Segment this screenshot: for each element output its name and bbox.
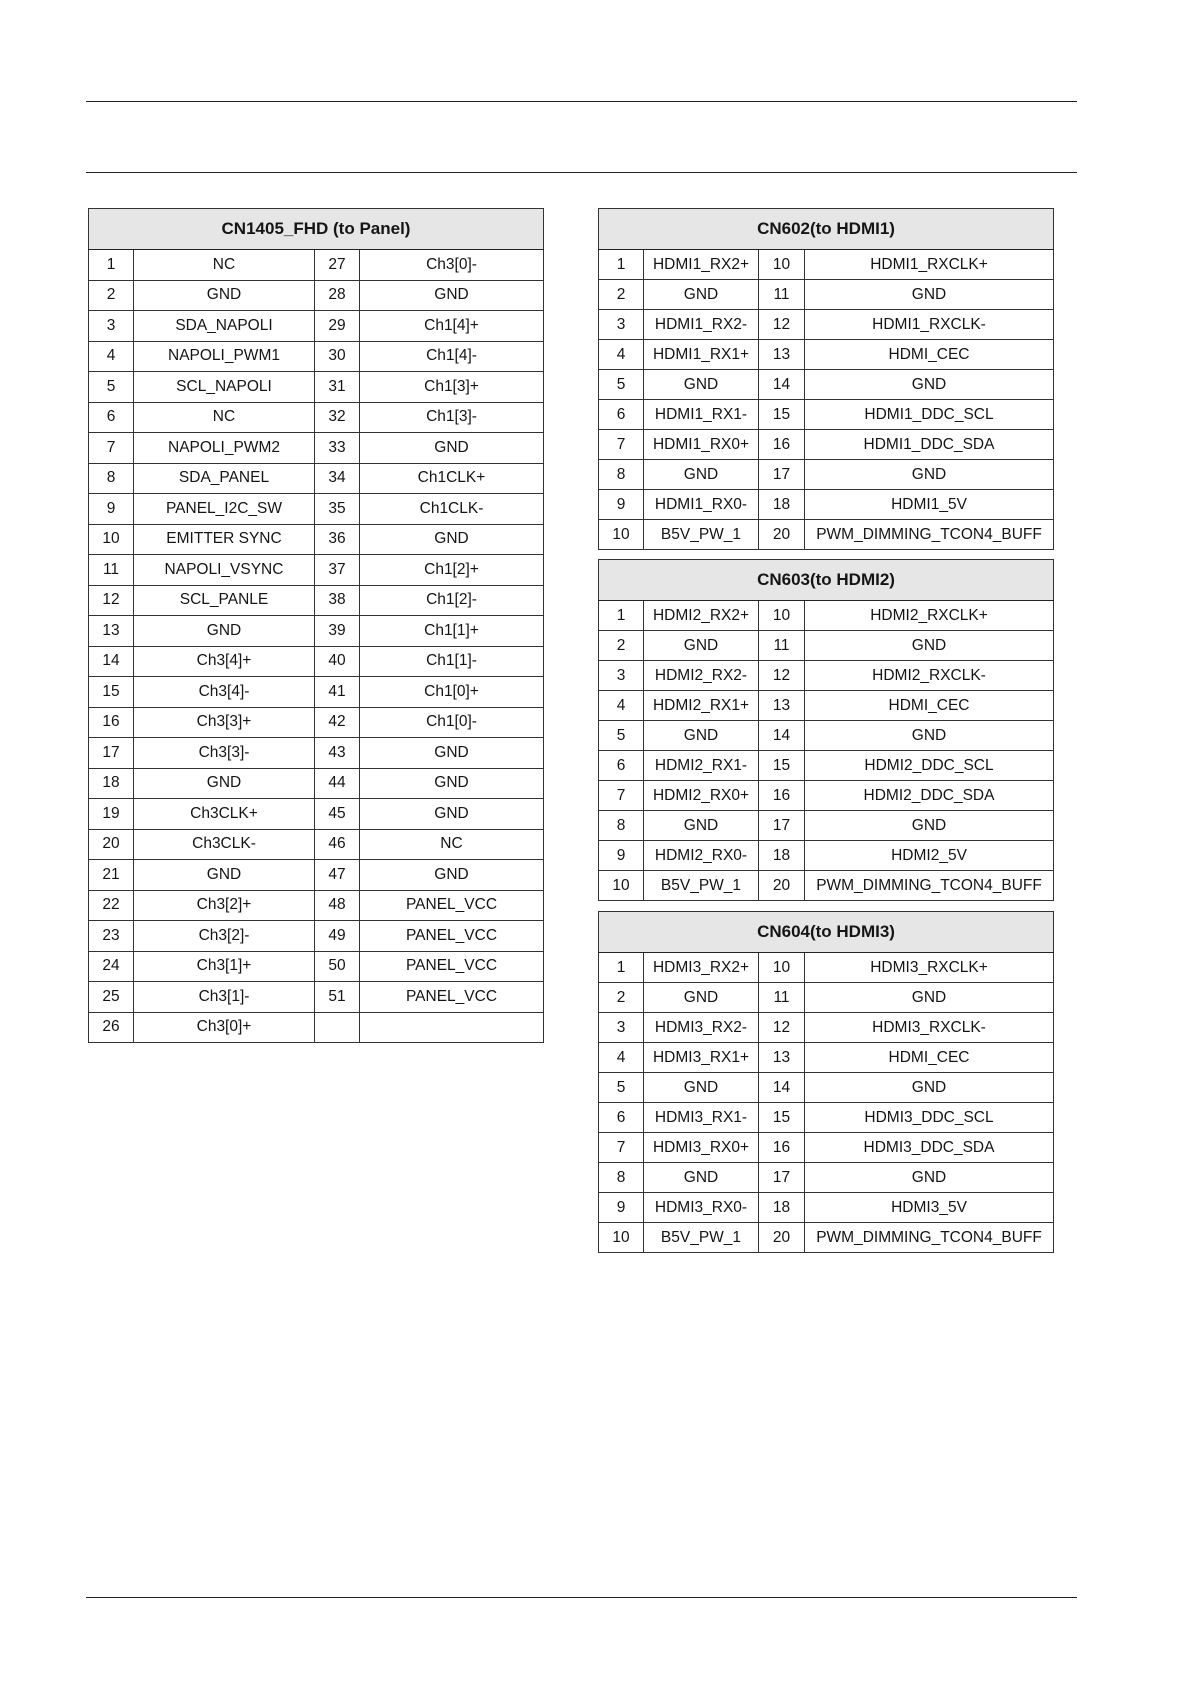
pin-number-cell: 41	[315, 677, 360, 708]
pin-number-cell: 17	[759, 811, 805, 841]
signal-name-cell: HDMI1_DDC_SCL	[805, 400, 1054, 430]
signal-name-cell: Ch3[1]+	[134, 951, 315, 982]
signal-name-cell: HDMI3_RX1+	[644, 1043, 759, 1073]
pin-number-cell: 12	[759, 310, 805, 340]
signal-name-cell: PANEL_VCC	[360, 921, 544, 952]
cn604-pin-table	[598, 911, 1054, 1253]
table-row	[89, 402, 544, 433]
signal-name-cell: Ch3[2]-	[134, 921, 315, 952]
pin-number-cell	[315, 1012, 360, 1043]
table-row	[89, 524, 544, 555]
pin-number-cell: 2	[599, 280, 644, 310]
table-row	[89, 646, 544, 677]
signal-name-cell: HDMI2_DDC_SCL	[805, 751, 1054, 781]
signal-name-cell: NC	[134, 250, 315, 281]
pin-number-cell: 7	[599, 430, 644, 460]
signal-name-cell: GND	[644, 280, 759, 310]
pin-number-cell: 20	[89, 829, 134, 860]
table-row	[599, 721, 1054, 751]
signal-name-cell: PWM_DIMMING_TCON4_BUFF	[805, 1223, 1054, 1253]
signal-name-cell: GND	[360, 524, 544, 555]
pin-number-cell: 20	[759, 871, 805, 901]
signal-name-cell: HDMI3_RX1-	[644, 1103, 759, 1133]
pin-number-cell: 9	[599, 1193, 644, 1223]
signal-name-cell: B5V_PW_1	[644, 520, 759, 550]
pin-number-cell: 31	[315, 372, 360, 403]
pin-number-cell: 3	[89, 311, 134, 342]
pin-number-cell: 5	[599, 370, 644, 400]
pin-number-cell: 5	[599, 1073, 644, 1103]
pin-number-cell: 4	[599, 340, 644, 370]
table-row	[599, 490, 1054, 520]
pin-number-cell: 5	[599, 721, 644, 751]
signal-name-cell: GND	[360, 280, 544, 311]
pin-number-cell: 10	[89, 524, 134, 555]
pin-number-cell: 14	[759, 1073, 805, 1103]
signal-name-cell: GND	[644, 460, 759, 490]
signal-name-cell: HDMI1_RXCLK-	[805, 310, 1054, 340]
signal-name-cell: HDMI2_RX1-	[644, 751, 759, 781]
signal-name-cell: Ch3CLK+	[134, 799, 315, 830]
table-row	[599, 1133, 1054, 1163]
table-row	[89, 1012, 544, 1043]
signal-name-cell: Ch1[3]+	[360, 372, 544, 403]
table-row	[599, 661, 1054, 691]
pin-number-cell: 8	[599, 460, 644, 490]
pin-number-cell: 22	[89, 890, 134, 921]
signal-name-cell: HDMI1_DDC_SDA	[805, 430, 1054, 460]
pin-number-cell: 12	[89, 585, 134, 616]
pin-number-cell: 13	[759, 1043, 805, 1073]
table-row	[599, 520, 1054, 550]
table-row	[89, 829, 544, 860]
table-row	[89, 311, 544, 342]
signal-name-cell: HDMI1_RXCLK+	[805, 250, 1054, 280]
pin-number-cell: 2	[599, 631, 644, 661]
pin-number-cell: 23	[89, 921, 134, 952]
signal-name-cell: SDA_PANEL	[134, 463, 315, 494]
pin-number-cell: 1	[599, 601, 644, 631]
table-row	[599, 871, 1054, 901]
pin-number-cell: 7	[89, 433, 134, 464]
table-row	[599, 460, 1054, 490]
signal-name-cell: HDMI1_RX1+	[644, 340, 759, 370]
pin-number-cell: 37	[315, 555, 360, 586]
table-row	[599, 310, 1054, 340]
pin-number-cell: 1	[599, 250, 644, 280]
table-row	[599, 1073, 1054, 1103]
pin-number-cell: 14	[759, 721, 805, 751]
pin-number-cell: 15	[759, 400, 805, 430]
table-row	[89, 707, 544, 738]
signal-name-cell: GND	[360, 860, 544, 891]
signal-name-cell: HDMI2_RX0+	[644, 781, 759, 811]
pin-number-cell: 38	[315, 585, 360, 616]
table-title: CN1405_FHD (to Panel)	[89, 209, 544, 250]
signal-name-cell: GND	[805, 1163, 1054, 1193]
signal-name-cell: Ch3[4]-	[134, 677, 315, 708]
table-row	[599, 280, 1054, 310]
table-row	[599, 340, 1054, 370]
signal-name-cell: B5V_PW_1	[644, 1223, 759, 1253]
table-row	[89, 677, 544, 708]
signal-name-cell: GND	[805, 721, 1054, 751]
signal-name-cell: GND	[805, 811, 1054, 841]
table-row	[599, 1103, 1054, 1133]
signal-name-cell: Ch1[2]+	[360, 555, 544, 586]
signal-name-cell: HDMI2_DDC_SDA	[805, 781, 1054, 811]
pin-number-cell: 1	[89, 250, 134, 281]
pin-number-cell: 7	[599, 781, 644, 811]
signal-name-cell: HDMI1_5V	[805, 490, 1054, 520]
signal-name-cell: GND	[134, 616, 315, 647]
pin-number-cell: 20	[759, 520, 805, 550]
table-row	[89, 372, 544, 403]
signal-name-cell: Ch1[3]-	[360, 402, 544, 433]
signal-name-cell: HDMI3_RX2-	[644, 1013, 759, 1043]
signal-name-cell: HDMI2_RX0-	[644, 841, 759, 871]
signal-name-cell: PANEL_VCC	[360, 982, 544, 1013]
table-row	[599, 841, 1054, 871]
pin-number-cell: 11	[759, 280, 805, 310]
signal-name-cell: GND	[805, 631, 1054, 661]
pin-number-cell: 25	[89, 982, 134, 1013]
pin-number-cell: 40	[315, 646, 360, 677]
pin-number-cell: 4	[599, 691, 644, 721]
pin-number-cell: 45	[315, 799, 360, 830]
pin-number-cell: 4	[89, 341, 134, 372]
signal-name-cell: HDMI3_DDC_SCL	[805, 1103, 1054, 1133]
pin-number-cell: 50	[315, 951, 360, 982]
signal-name-cell: GND	[134, 768, 315, 799]
table-row	[89, 341, 544, 372]
pin-number-cell: 13	[759, 340, 805, 370]
signal-name-cell: Ch1[2]-	[360, 585, 544, 616]
pin-number-cell: 6	[599, 1103, 644, 1133]
pin-number-cell: 2	[599, 983, 644, 1013]
pin-number-cell: 20	[759, 1223, 805, 1253]
pin-number-cell: 34	[315, 463, 360, 494]
signal-name-cell: HDMI1_RX0+	[644, 430, 759, 460]
signal-name-cell: HDMI_CEC	[805, 691, 1054, 721]
pin-number-cell: 15	[759, 1103, 805, 1133]
pin-number-cell: 10	[599, 1223, 644, 1253]
pin-number-cell: 46	[315, 829, 360, 860]
signal-name-cell: PWM_DIMMING_TCON4_BUFF	[805, 520, 1054, 550]
pin-number-cell: 14	[759, 370, 805, 400]
table-row	[599, 953, 1054, 983]
pin-number-cell: 43	[315, 738, 360, 769]
signal-name-cell: GND	[644, 983, 759, 1013]
table-row	[599, 1043, 1054, 1073]
pin-number-cell: 16	[89, 707, 134, 738]
table-row	[599, 1193, 1054, 1223]
signal-name-cell: GND	[644, 811, 759, 841]
table-row	[89, 494, 544, 525]
pin-number-cell: 36	[315, 524, 360, 555]
table-row	[599, 430, 1054, 460]
signal-name-cell: PANEL_I2C_SW	[134, 494, 315, 525]
table-row	[89, 890, 544, 921]
signal-name-cell: HDMI_CEC	[805, 1043, 1054, 1073]
signal-name-cell: GND	[360, 738, 544, 769]
signal-name-cell: PANEL_VCC	[360, 951, 544, 982]
pin-number-cell: 17	[759, 460, 805, 490]
pin-number-cell: 49	[315, 921, 360, 952]
pin-number-cell: 2	[89, 280, 134, 311]
pin-number-cell: 30	[315, 341, 360, 372]
pin-number-cell: 18	[89, 768, 134, 799]
signal-name-cell: GND	[134, 860, 315, 891]
pin-number-cell: 29	[315, 311, 360, 342]
pin-number-cell: 16	[759, 430, 805, 460]
signal-name-cell: GND	[805, 460, 1054, 490]
table-row	[89, 433, 544, 464]
pin-number-cell: 4	[599, 1043, 644, 1073]
signal-name-cell: B5V_PW_1	[644, 871, 759, 901]
table-title: CN603(to HDMI2)	[599, 560, 1054, 601]
signal-name-cell: HDMI3_RX0+	[644, 1133, 759, 1163]
signal-name-cell: GND	[644, 1163, 759, 1193]
signal-name-cell: HDMI3_5V	[805, 1193, 1054, 1223]
table-row	[599, 691, 1054, 721]
signal-name-cell: HDMI2_RX1+	[644, 691, 759, 721]
pin-number-cell: 35	[315, 494, 360, 525]
signal-name-cell: Ch3[1]-	[134, 982, 315, 1013]
pin-number-cell: 33	[315, 433, 360, 464]
pin-number-cell: 27	[315, 250, 360, 281]
pin-number-cell: 10	[759, 250, 805, 280]
pin-number-cell: 14	[89, 646, 134, 677]
table-row	[599, 250, 1054, 280]
footer-rule	[86, 1597, 1077, 1598]
signal-name-cell: HDMI2_RXCLK-	[805, 661, 1054, 691]
table-row	[89, 982, 544, 1013]
signal-name-cell: GND	[805, 1073, 1054, 1103]
signal-name-cell: SCL_NAPOLI	[134, 372, 315, 403]
signal-name-cell: GND	[360, 768, 544, 799]
table-row	[599, 751, 1054, 781]
cn602-pin-table	[598, 208, 1054, 550]
signal-name-cell: HDMI2_5V	[805, 841, 1054, 871]
pin-number-cell: 17	[89, 738, 134, 769]
pin-number-cell: 19	[89, 799, 134, 830]
table-row	[599, 400, 1054, 430]
pin-number-cell: 21	[89, 860, 134, 891]
signal-name-cell: NAPOLI_PWM2	[134, 433, 315, 464]
table-title: CN604(to HDMI3)	[599, 912, 1054, 953]
table-row	[89, 921, 544, 952]
pin-number-cell: 16	[759, 1133, 805, 1163]
cn603-pin-table	[598, 559, 1054, 901]
pin-number-cell: 15	[759, 751, 805, 781]
pin-number-cell: 3	[599, 661, 644, 691]
signal-name-cell: Ch1CLK-	[360, 494, 544, 525]
pin-number-cell: 9	[599, 841, 644, 871]
pin-number-cell: 6	[599, 400, 644, 430]
pin-number-cell: 15	[89, 677, 134, 708]
header-rule-top	[86, 101, 1077, 102]
pin-number-cell: 18	[759, 841, 805, 871]
table-row	[599, 811, 1054, 841]
signal-name-cell: GND	[360, 799, 544, 830]
pin-number-cell: 24	[89, 951, 134, 982]
pin-number-cell: 48	[315, 890, 360, 921]
signal-name-cell: GND	[644, 721, 759, 751]
pin-number-cell: 42	[315, 707, 360, 738]
signal-name-cell: HDMI_CEC	[805, 340, 1054, 370]
table-row	[89, 555, 544, 586]
pin-number-cell: 13	[89, 616, 134, 647]
pin-number-cell: 18	[759, 1193, 805, 1223]
signal-name-cell: HDMI1_RX2-	[644, 310, 759, 340]
pin-number-cell: 26	[89, 1012, 134, 1043]
table-title: CN602(to HDMI1)	[599, 209, 1054, 250]
pin-number-cell: 39	[315, 616, 360, 647]
pin-number-cell: 6	[599, 751, 644, 781]
signal-name-cell: Ch3CLK-	[134, 829, 315, 860]
signal-name-cell: HDMI2_RXCLK+	[805, 601, 1054, 631]
signal-name-cell: SDA_NAPOLI	[134, 311, 315, 342]
pin-number-cell: 28	[315, 280, 360, 311]
signal-name-cell: HDMI2_RX2+	[644, 601, 759, 631]
signal-name-cell: HDMI1_RX2+	[644, 250, 759, 280]
signal-name-cell: Ch3[4]+	[134, 646, 315, 677]
pin-number-cell: 9	[89, 494, 134, 525]
pin-number-cell: 44	[315, 768, 360, 799]
pin-number-cell: 3	[599, 310, 644, 340]
signal-name-cell: HDMI1_RX1-	[644, 400, 759, 430]
signal-name-cell: HDMI3_DDC_SDA	[805, 1133, 1054, 1163]
pin-number-cell: 6	[89, 402, 134, 433]
table-row	[89, 799, 544, 830]
table-row	[599, 983, 1054, 1013]
table-row	[89, 860, 544, 891]
signal-name-cell: NC	[360, 829, 544, 860]
pin-number-cell: 12	[759, 1013, 805, 1043]
signal-name-cell: GND	[644, 631, 759, 661]
pin-number-cell: 10	[759, 953, 805, 983]
signal-name-cell: Ch1[4]-	[360, 341, 544, 372]
signal-name-cell: Ch3[0]-	[360, 250, 544, 281]
table-row	[89, 585, 544, 616]
pin-number-cell: 8	[599, 811, 644, 841]
pin-number-cell: 9	[599, 490, 644, 520]
signal-name-cell: Ch3[3]-	[134, 738, 315, 769]
pin-number-cell: 8	[89, 463, 134, 494]
signal-name-cell: Ch3[0]+	[134, 1012, 315, 1043]
signal-name-cell: SCL_PANLE	[134, 585, 315, 616]
signal-name-cell: Ch3[2]+	[134, 890, 315, 921]
signal-name-cell: GND	[644, 370, 759, 400]
table-row	[599, 631, 1054, 661]
table-row	[89, 738, 544, 769]
pin-number-cell: 11	[759, 983, 805, 1013]
signal-name-cell: Ch1[4]+	[360, 311, 544, 342]
pin-number-cell: 1	[599, 953, 644, 983]
pin-number-cell: 32	[315, 402, 360, 433]
pin-number-cell: 10	[599, 871, 644, 901]
signal-name-cell	[360, 1012, 544, 1043]
signal-name-cell: GND	[805, 280, 1054, 310]
table-row	[89, 951, 544, 982]
pin-number-cell: 5	[89, 372, 134, 403]
signal-name-cell: HDMI1_RX0-	[644, 490, 759, 520]
table-row	[89, 280, 544, 311]
table-row	[89, 250, 544, 281]
signal-name-cell: Ch1[1]+	[360, 616, 544, 647]
signal-name-cell: PWM_DIMMING_TCON4_BUFF	[805, 871, 1054, 901]
pin-number-cell: 13	[759, 691, 805, 721]
signal-name-cell: HDMI2_RX2-	[644, 661, 759, 691]
signal-name-cell: EMITTER SYNC	[134, 524, 315, 555]
header-rule-bottom	[86, 172, 1077, 173]
table-row	[89, 768, 544, 799]
cn1405-pin-table	[88, 208, 544, 1043]
signal-name-cell: Ch1CLK+	[360, 463, 544, 494]
table-row	[89, 616, 544, 647]
table-row	[599, 601, 1054, 631]
signal-name-cell: NAPOLI_PWM1	[134, 341, 315, 372]
pin-number-cell: 3	[599, 1013, 644, 1043]
signal-name-cell: GND	[644, 1073, 759, 1103]
table-row	[599, 1223, 1054, 1253]
pin-number-cell: 51	[315, 982, 360, 1013]
signal-name-cell: Ch1[1]-	[360, 646, 544, 677]
table-row	[599, 370, 1054, 400]
signal-name-cell: NAPOLI_VSYNC	[134, 555, 315, 586]
signal-name-cell: HDMI3_RXCLK-	[805, 1013, 1054, 1043]
signal-name-cell: Ch3[3]+	[134, 707, 315, 738]
pin-number-cell: 11	[89, 555, 134, 586]
pin-number-cell: 11	[759, 631, 805, 661]
table-row	[599, 781, 1054, 811]
pin-number-cell: 8	[599, 1163, 644, 1193]
table-row	[89, 463, 544, 494]
signal-name-cell: Ch1[0]-	[360, 707, 544, 738]
signal-name-cell: HDMI3_RXCLK+	[805, 953, 1054, 983]
signal-name-cell: GND	[805, 370, 1054, 400]
signal-name-cell: NC	[134, 402, 315, 433]
signal-name-cell: HDMI3_RX0-	[644, 1193, 759, 1223]
pin-number-cell: 10	[759, 601, 805, 631]
pin-number-cell: 47	[315, 860, 360, 891]
signal-name-cell: GND	[360, 433, 544, 464]
pin-number-cell: 16	[759, 781, 805, 811]
table-row	[599, 1013, 1054, 1043]
signal-name-cell: PANEL_VCC	[360, 890, 544, 921]
pin-number-cell: 12	[759, 661, 805, 691]
pin-number-cell: 7	[599, 1133, 644, 1163]
signal-name-cell: GND	[134, 280, 315, 311]
signal-name-cell: Ch1[0]+	[360, 677, 544, 708]
pin-number-cell: 17	[759, 1163, 805, 1193]
pin-number-cell: 10	[599, 520, 644, 550]
signal-name-cell: GND	[805, 983, 1054, 1013]
table-row	[599, 1163, 1054, 1193]
pin-number-cell: 18	[759, 490, 805, 520]
signal-name-cell: HDMI3_RX2+	[644, 953, 759, 983]
